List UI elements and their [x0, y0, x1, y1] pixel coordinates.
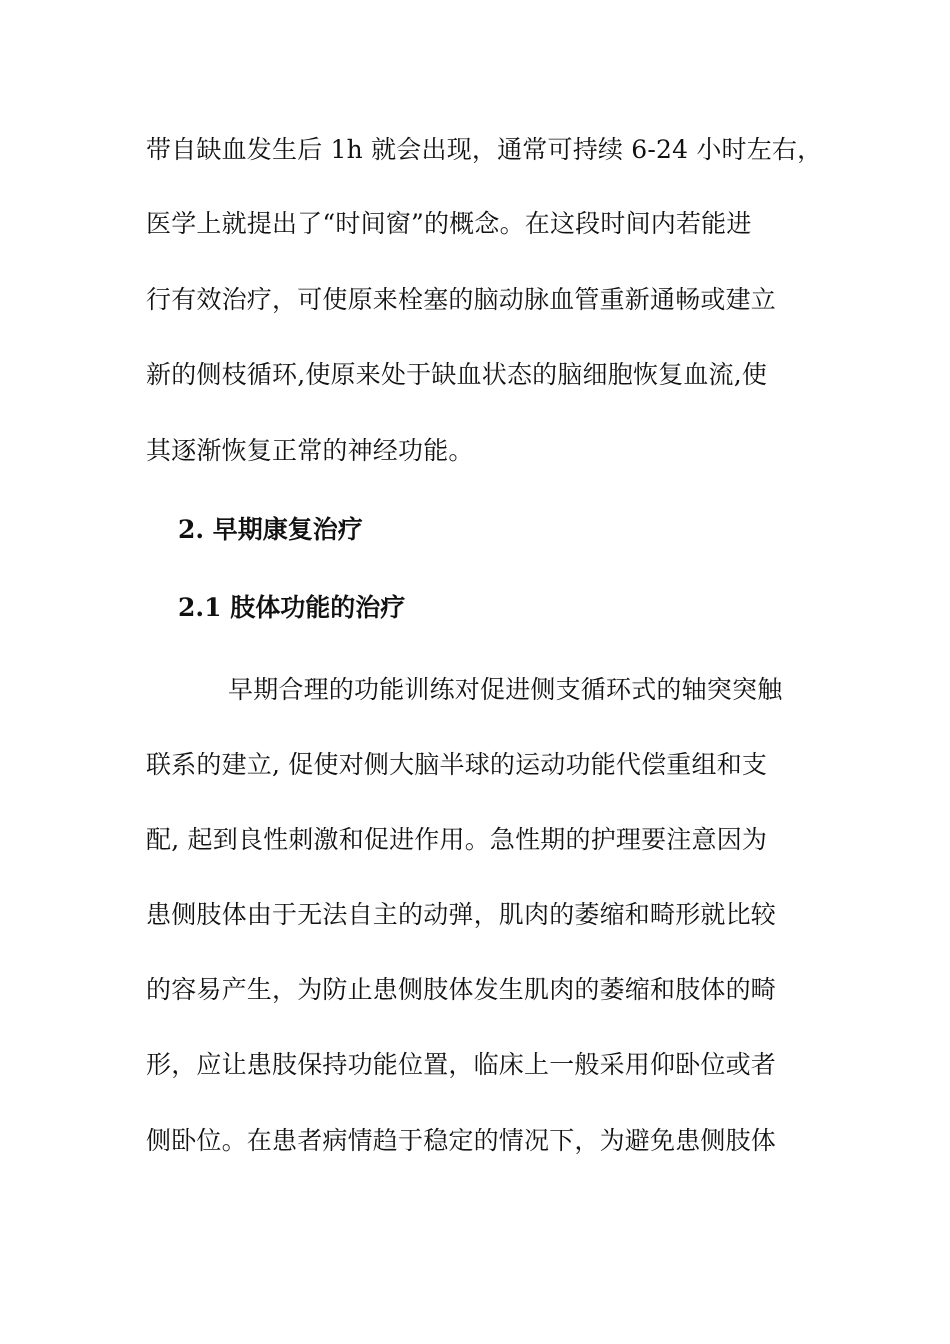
paragraph-1-line-1: 带自缺血发生后 1h 就会出现，通常可持续 6-24 小时左右，	[146, 135, 823, 164]
paragraph-2-line-3: 配, 起到良性刺激和促进作用。急性期的护理要注意因为	[146, 825, 768, 854]
section-heading: 2. 早期康复治疗	[178, 515, 363, 544]
paragraph-2-line-4: 患侧肢体由于无法自主的动弹，肌肉的萎缩和畸形就比较	[146, 900, 777, 929]
paragraph-1-line-3: 行有效治疗，可使原来栓塞的脑动脉血管重新通畅或建立	[146, 285, 777, 314]
paragraph-1-line-4: 新的侧枝循环,使原来处于缺血状态的脑细胞恢复血流,使	[146, 360, 768, 389]
paragraph-2-line-2: 联系的建立, 促使对侧大脑半球的运动功能代偿重组和支	[146, 750, 768, 779]
paragraph-1-line-5: 其逐渐恢复正常的神经功能。	[146, 436, 474, 465]
paragraph-2-line-1: 早期合理的功能训练对促进侧支循环式的轴突突触	[228, 675, 783, 704]
paragraph-2-line-5: 的容易产生，为防止患侧肢体发生肌肉的萎缩和肢体的畸	[146, 975, 777, 1004]
paragraph-2-line-7: 侧卧位。在患者病情趋于稳定的情况下，为避免患侧肢体	[146, 1126, 777, 1155]
paragraph-1-line-2: 医学上就提出了“时间窗”的概念。在这段时间内若能进	[146, 209, 752, 238]
subsection-heading: 2.1 肢体功能的治疗	[178, 593, 406, 622]
paragraph-2-line-6: 形，应让患肢保持功能位置，临床上一般采用仰卧位或者	[146, 1050, 777, 1079]
